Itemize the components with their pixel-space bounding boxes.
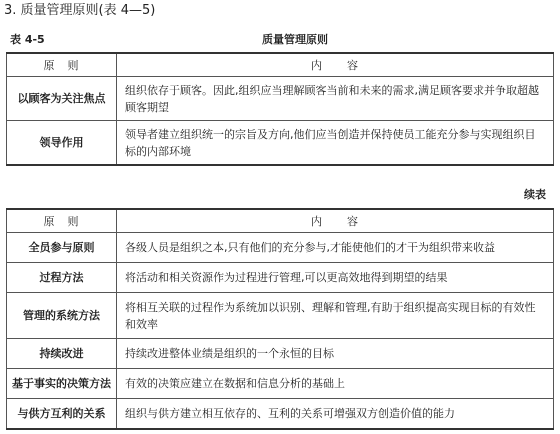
- content-cell: 各级人员是组织之本,只有他们的充分参与,才能使他们的才干为组织带来收益: [117, 233, 554, 263]
- principle-cell: 与供方互利的关系: [7, 399, 117, 430]
- content-cell: 持续改进整体业绩是组织的一个永恒的目标: [117, 339, 554, 369]
- principle-cell: 管理的系统方法: [7, 293, 117, 339]
- table-row: [7, 339, 554, 369]
- table-row: [7, 121, 554, 166]
- principle-cell: 领导作用: [7, 121, 117, 166]
- principle-cell: 过程方法: [7, 263, 117, 293]
- content-cell: 组织与供方建立相互依存的、互利的关系可增强双方创造价值的能力: [117, 399, 554, 430]
- column-header-principle: 原 则: [7, 209, 117, 233]
- principle-cell: 以顾客为关注焦点: [7, 77, 117, 121]
- table1-title: 质量管理原则: [262, 33, 328, 46]
- content-cell: 将活动和相关资源作为过程进行管理,可以更高效地得到期望的结果: [117, 263, 554, 293]
- principle-cell: 全员参与原则: [7, 233, 117, 263]
- column-header-content: 内 容: [117, 53, 554, 77]
- table-header-row: [7, 53, 554, 77]
- column-header-principle: 原 则: [7, 53, 117, 77]
- content-cell: 将相互关联的过程作为系统加以识别、理解和管理,有助于组织提高实现目标的有效性和效率: [117, 293, 554, 339]
- table1-label: 表 4-5: [10, 33, 45, 46]
- content-cell: 有效的决策应建立在数据和信息分析的基础上: [117, 369, 554, 399]
- table2-label: 续表: [524, 188, 546, 201]
- principle-cell: 持续改进: [7, 339, 117, 369]
- table-row: [7, 233, 554, 263]
- quality-principles-table: [6, 52, 554, 166]
- section-heading: 3. 质量管理原则(表 4—5): [4, 3, 156, 18]
- table-row: [7, 293, 554, 339]
- principle-cell: 基于事实的决策方法: [7, 369, 117, 399]
- table-header-row: [7, 209, 554, 233]
- content-cell: 领导者建立组织统一的宗旨及方向,他们应当创造并保持使员工能充分参与实现组织目标的内部环境: [117, 121, 554, 166]
- table-row: [7, 77, 554, 121]
- column-header-content: 内 容: [117, 209, 554, 233]
- content-cell: 组织依存于顾客。因此,组织应当理解顾客当前和未来的需求,满足顾客要求并争取超越顾客期望: [117, 77, 554, 121]
- table1-caption: [10, 32, 550, 48]
- quality-principles-table-continued: [6, 208, 554, 430]
- table-row: [7, 263, 554, 293]
- table-row: [7, 369, 554, 399]
- table-row: [7, 399, 554, 430]
